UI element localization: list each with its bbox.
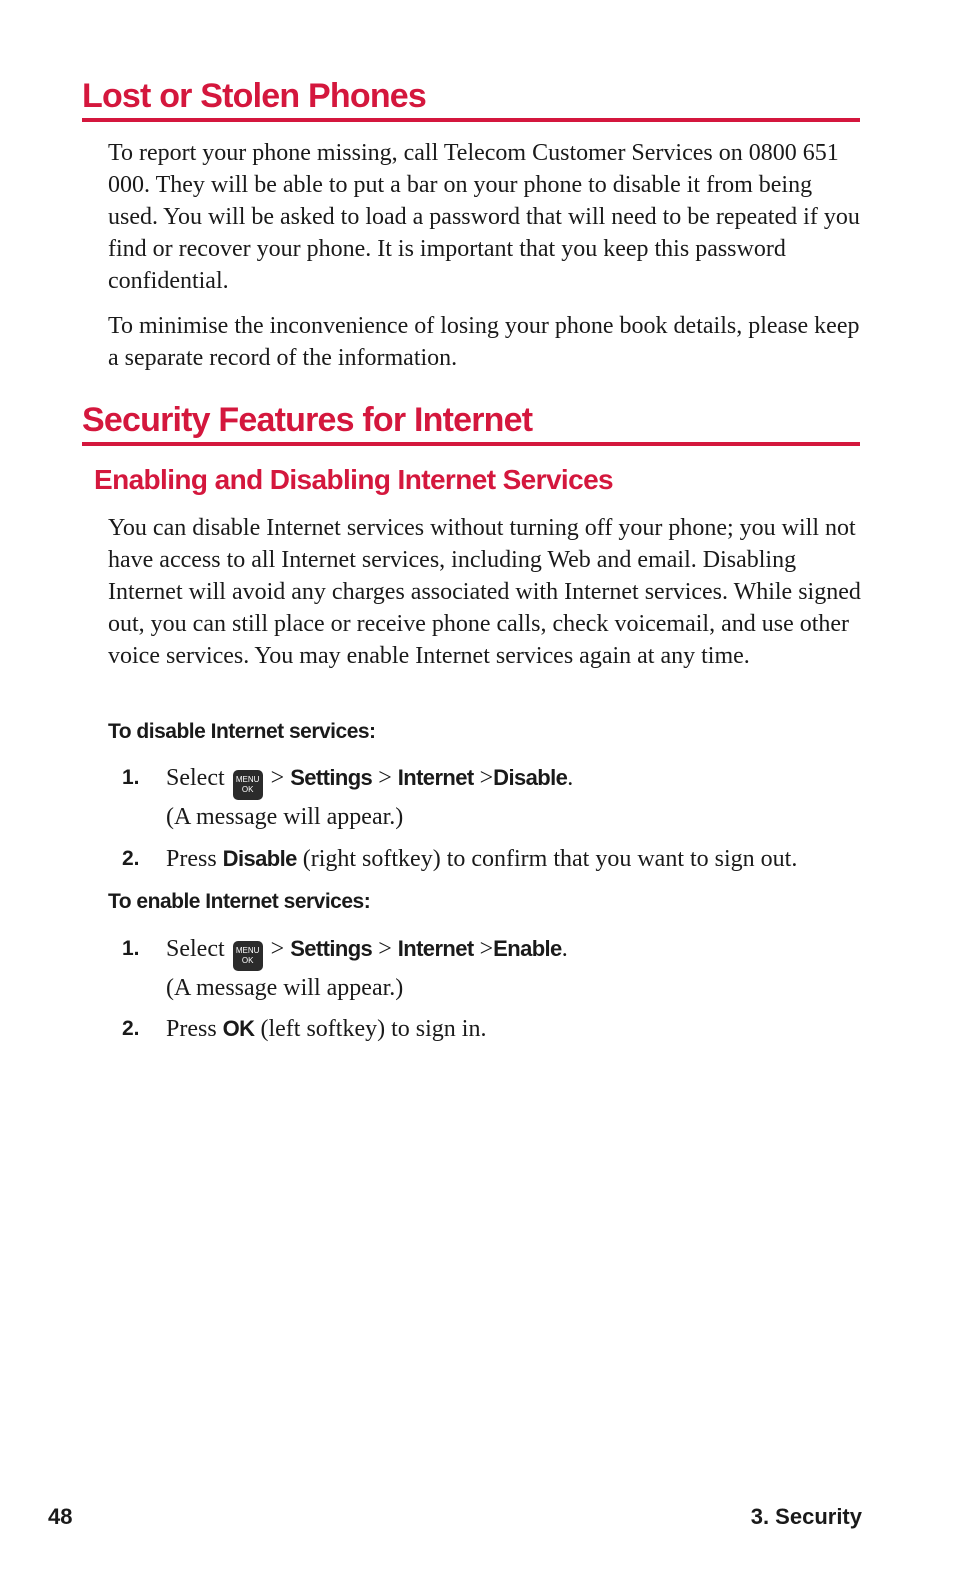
step-note: (A message will appear.)	[166, 975, 404, 1001]
step-body: Press Disable (right softkey) to confirm that you want to sign out.	[166, 846, 798, 872]
step-body: Press OK (left softkey) to sign in.	[166, 1016, 487, 1042]
menu-path-disable: Disable	[493, 765, 568, 790]
step-body: Select MENU OK > Settings > Internet >Enable. (A message will appear.)	[166, 936, 568, 1001]
subsection-title-enable-disable: Enabling and Disabling Internet Services	[94, 464, 614, 495]
paragraph-internet-services: You can disable Internet services without turning off your phone; you will not have access to all Internet services, including Web and email. Disabling Internet will avoid any charges associated with Internet services. While signed out, you can still place or receive phone calls, check voicemail, and use other voice services. You may enable Internet services again at any time.	[108, 515, 861, 669]
softkey-ok: OK	[222, 1016, 255, 1041]
procedure-label-disable: To disable Internet services:	[108, 720, 376, 743]
section-title-security-internet: Security Features for Internet	[82, 398, 860, 446]
step-number: 2.	[122, 847, 140, 870]
paragraph-phonebook-record: To minimise the inconvenience of losing your phone book details, please keep a separate record of the information.	[108, 313, 860, 371]
menu-path-settings: Settings	[290, 765, 373, 790]
menu-path-settings: Settings	[290, 936, 373, 961]
step-note: (A message will appear.)	[166, 804, 404, 830]
menu-ok-key-icon: MENU OK	[233, 770, 263, 800]
page-number: 48	[48, 1504, 73, 1529]
menu-path-internet: Internet	[397, 936, 474, 961]
step-number: 1.	[122, 766, 140, 789]
paragraph-report-missing: To report your phone missing, call Telecom Customer Services on 0800 651 000. They will be able to put a bar on your phone to disable it from being used. You will be asked to load a password that will need to be repeated if you find or recover your phone. It is important that you keep this password confidential.	[108, 140, 860, 294]
footer-section-name: 3. Security	[750, 1504, 862, 1529]
step-body: Select MENU OK > Settings > Internet >Disable. (A message will appear.)	[166, 765, 574, 830]
step-number: 2.	[122, 1017, 140, 1040]
softkey-disable: Disable	[222, 846, 297, 871]
menu-path-internet: Internet	[397, 765, 474, 790]
procedure-label-enable: To enable Internet services:	[108, 890, 371, 913]
section-title-lost-stolen: Lost or Stolen Phones	[82, 74, 860, 122]
menu-ok-key-icon: MENU OK	[233, 941, 263, 971]
menu-path-enable: Enable	[493, 936, 562, 961]
step-number: 1.	[122, 937, 140, 960]
